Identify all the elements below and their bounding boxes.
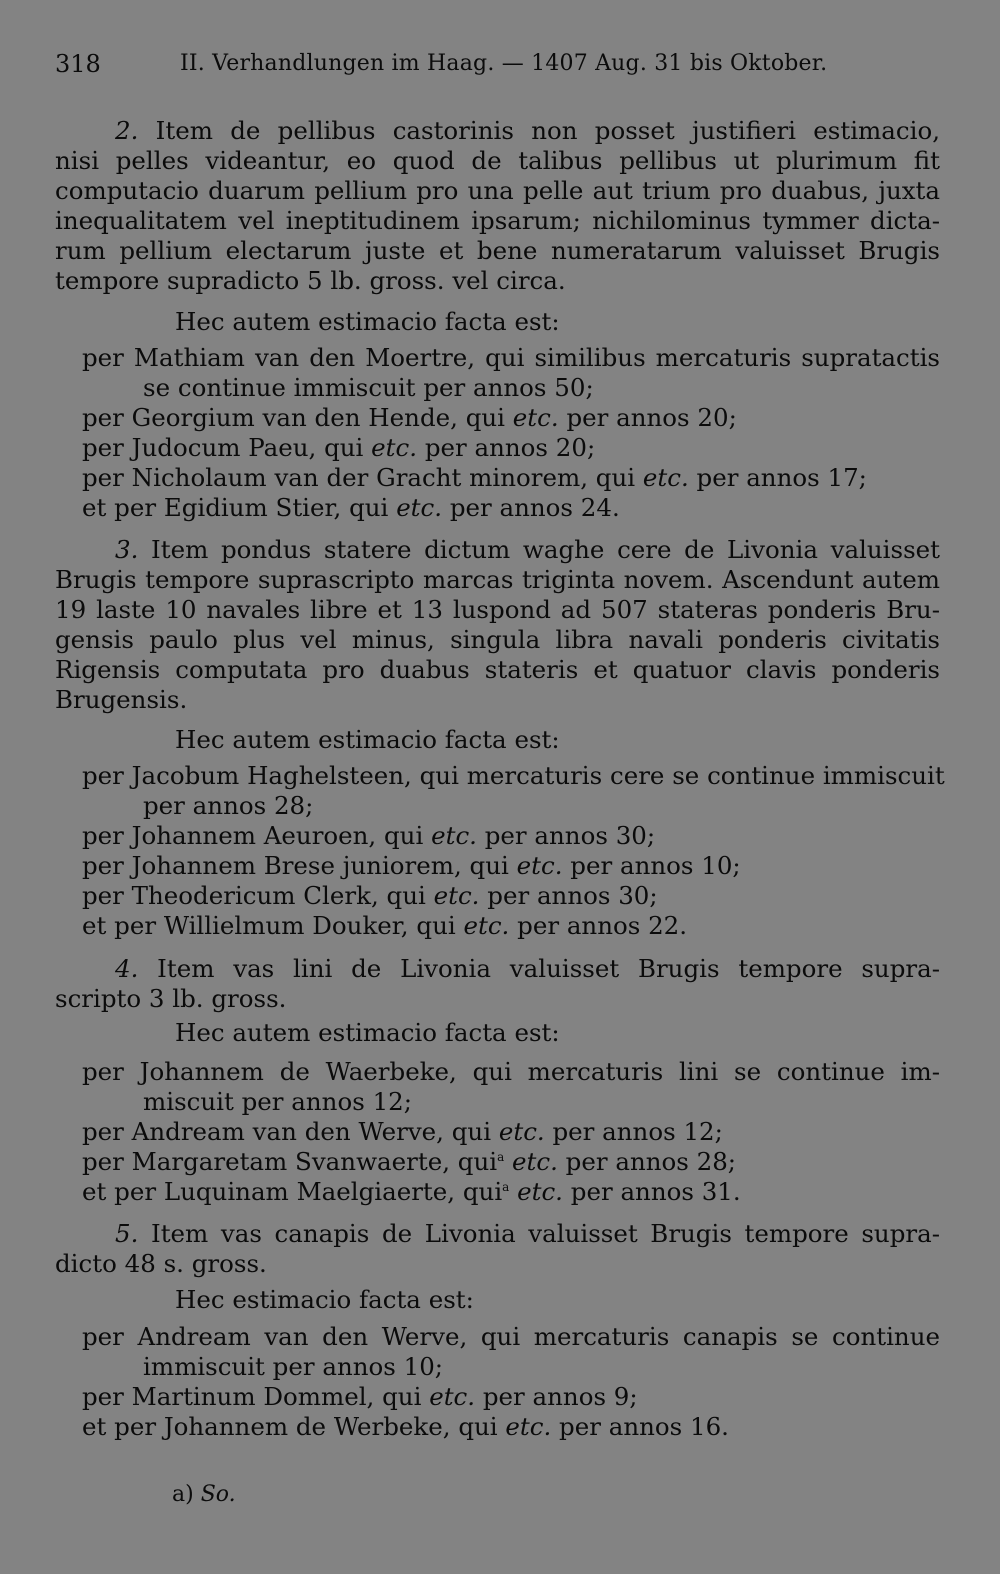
witness-entry: per Johannem Aeuroen, qui etc. per annos 30; <box>82 821 656 850</box>
paragraph-line: 3. Item pondus statere dictum waghe cere de Livonia valuisset <box>115 535 940 564</box>
witness-entry: per Martinum Dommel, qui etc. per annos 9; <box>82 1382 638 1411</box>
page-header <box>55 50 945 84</box>
paragraph-line: dicto 48 s. gross. <box>55 1249 267 1278</box>
estimation-heading: Hec autem estimacio facta est: <box>175 307 560 336</box>
paragraph-line: 5. Item vas canapis de Livonia valuisset Brugis tempore supra- <box>115 1219 940 1248</box>
footnote-mark: a <box>502 1179 510 1194</box>
footnote-mark: a <box>497 1149 505 1164</box>
witness-entry: per Nicholaum van der Gracht minorem, qui etc. per annos 17; <box>82 463 867 492</box>
witness-entry: per Margaretam Svanwaerte, qui$^a$ etc. per annos 28; <box>82 1147 737 1176</box>
witness-entry-cont: per annos 28; <box>143 791 314 820</box>
witness-entry: per Johannem Brese juniorem, qui etc. per annos 10; <box>82 851 741 880</box>
estimation-heading: Hec autem estimacio facta est: <box>175 1018 560 1047</box>
witness-entry: per Johannem de Waerbeke, qui mercaturis lini se continue im- <box>82 1057 940 1086</box>
section-number: 2. <box>115 116 139 145</box>
section-number: 3. <box>115 535 139 564</box>
paragraph-line: Brugis tempore suprascripto marcas triginta novem. Ascendunt autem <box>55 565 940 594</box>
witness-entry: per Mathiam van den Moertre, qui similibus mercaturis supratactis <box>82 343 940 372</box>
witness-entry: et per Luquinam Maelgiaerte, qui$^a$ etc. per annos 31. <box>82 1177 741 1206</box>
witness-entry-cont: immiscuit per annos 10; <box>143 1352 444 1381</box>
estimation-heading: Hec autem estimacio facta est: <box>175 725 560 754</box>
paragraph-line: computacio duarum pellium pro una pelle aut trium pro duabus, juxta <box>55 176 940 205</box>
witness-entry: per Theodericum Clerk, qui etc. per annos 30; <box>82 881 658 910</box>
paragraph-line: tempore supradicto 5 lb. gross. vel circa. <box>55 266 566 295</box>
witness-entry: per Jacobum Haghelsteen, qui mercaturis cere se continue immiscuit <box>82 761 945 790</box>
witness-entry: per Andream van den Werve, qui etc. per annos 12; <box>82 1117 723 1146</box>
paragraph-line: 2. Item de pellibus castorinis non posset justifieri estimacio, <box>115 116 940 145</box>
section-number: 4. <box>115 954 139 983</box>
paragraph-line: scripto 3 lb. gross. <box>55 984 287 1013</box>
witness-entry-cont: se continue immiscuit per annos 50; <box>143 373 594 402</box>
witness-entry: et per Willielmum Douker, qui etc. per annos 22. <box>82 911 688 940</box>
estimation-heading: Hec estimacio facta est: <box>175 1285 474 1314</box>
paragraph-line: gensis paulo plus vel minus, singula libra navali ponderis civitatis <box>55 625 940 654</box>
paragraph-line: Brugensis. <box>55 685 188 714</box>
paragraph-line: 4. Item vas lini de Livonia valuisset Brugis tempore supra- <box>115 954 940 983</box>
page-number: 318 <box>55 50 101 78</box>
paragraph-line: inequalitatem vel ineptitudinem ipsarum; nichilominus tymmer dicta- <box>55 206 940 235</box>
paragraph-line: rum pellium electarum juste et bene numeratarum valuisset Brugis <box>55 236 940 265</box>
witness-entry: et per Johannem de Werbeke, qui etc. per annos 16. <box>82 1412 729 1441</box>
witness-entry: per Judocum Paeu, qui etc. per annos 20; <box>82 433 596 462</box>
paragraph-line: nisi pelles videantur, eo quod de talibus pellibus ut plurimum fit <box>55 146 940 175</box>
witness-entry-cont: miscuit per annos 12; <box>143 1087 412 1116</box>
footnote: a) So. <box>172 1482 236 1507</box>
witness-entry: per Georgium van den Hende, qui etc. per annos 20; <box>82 403 737 432</box>
witness-entry: et per Egidium Stier, qui etc. per annos 24. <box>82 493 620 522</box>
section-number: 5. <box>115 1219 139 1248</box>
running-title: II. Verhandlungen im Haag. — 1407 Aug. 31 bis Oktober. <box>180 51 828 76</box>
paragraph-line: Rigensis computata pro duabus stateris et quatuor clavis ponderis <box>55 655 940 684</box>
paragraph-line: 19 laste 10 navales libre et 13 luspond ad 507 stateras ponderis Bru- <box>55 595 940 624</box>
witness-entry: per Andream van den Werve, qui mercaturis canapis se continue <box>82 1322 940 1351</box>
